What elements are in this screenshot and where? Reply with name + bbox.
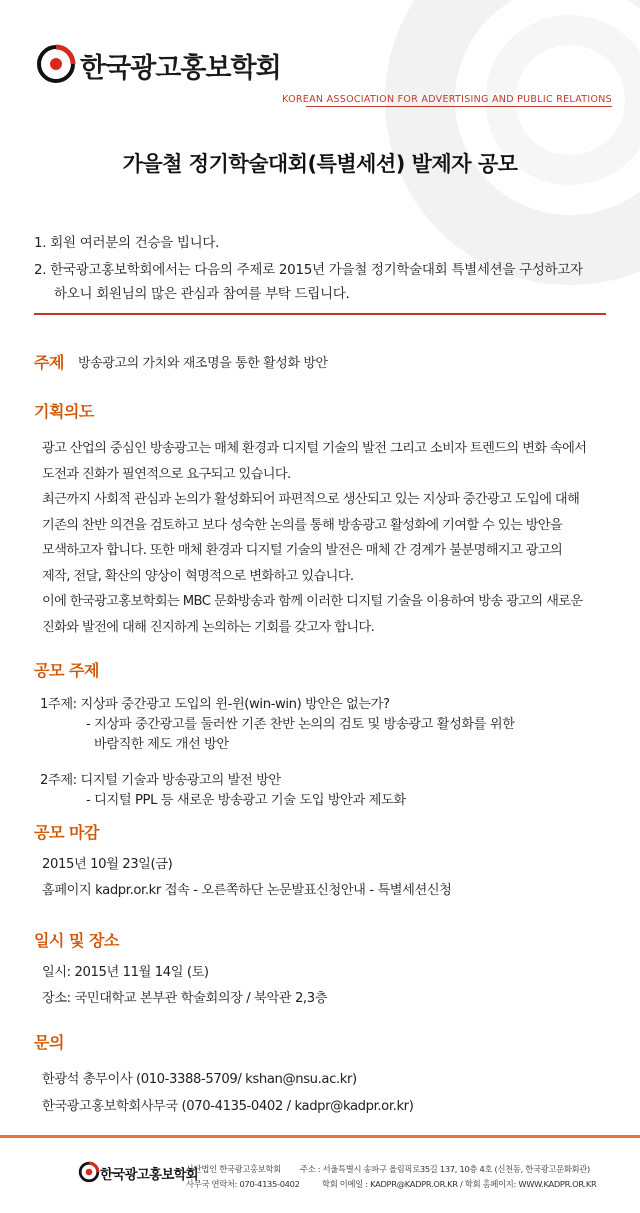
subject-2-detail: - 디지털 PPL 등 새로운 방송광고 기술 도입 방안과 제도화 [86, 793, 406, 808]
footer-association-name: 한국광고홍보학회 [100, 1167, 198, 1183]
contact-line-2: 한국광고홍보학회사무국 (070-4135-0402 / kadpr@kadpr.or.kr) [42, 1099, 414, 1114]
purpose-line: 기존의 찬반 의견을 검토하고 보다 성숙한 논의를 통해 방송광고 활성화에 기여할 수 있는 방안을 [42, 517, 563, 533]
purpose-line: 제작, 전달, 확산의 양상이 혁명적으로 변화하고 있습니다. [42, 568, 354, 584]
greeting-line-2: 2. 한국광고홍보학회에서는 다음의 주제로 2015년 가을철 정기학술대회 특별세션을 구성하고자 [34, 262, 583, 278]
contact-label: 문의 [34, 1033, 64, 1052]
header-rule [306, 106, 612, 107]
purpose-line: 모색하고자 합니다. 또한 매체 환경과 디지털 기술의 발전은 매체 간 경계가 불분명해지고 광고의 [42, 543, 563, 558]
subjects-label: 공모 주제 [34, 661, 99, 680]
footer-corp-name: 사단법인 한국광고홍보학회 [186, 1164, 281, 1174]
subject-1-detail-cont: 바람직한 제도 개선 방안 [94, 737, 229, 752]
schedule-label: 일시 및 장소 [34, 931, 119, 950]
purpose-line: 이에 한국광고홍보학회는 MBC 문화방송과 함께 이러한 디지털 기술을 이용하여 방송 광고의 새로운 [42, 594, 583, 609]
footer-logo-icon [78, 1161, 100, 1183]
association-logo-icon [36, 44, 76, 84]
section-divider [34, 313, 606, 315]
subject-1-detail: - 지상파 중간광고를 둘러싼 기존 찬반 논의의 검토 및 방송광고 활성화를 위한 [86, 717, 515, 732]
subject-1-title: 1주제: 지상파 중간광고 도입의 윈-윈(win-win) 방안은 없는가? [40, 697, 390, 712]
purpose-label: 기획의도 [34, 402, 94, 421]
greeting-line-3: 하오니 회원님의 많은 관심과 참여를 부탁 드립니다. [54, 286, 350, 302]
greeting-line-1: 1. 회원 여러분의 건승을 빕니다. [34, 235, 220, 251]
schedule-date: 일시: 2015년 11월 14일 (토) [42, 965, 209, 980]
footer-rule [0, 1135, 640, 1138]
purpose-line: 최근까지 사회적 관심과 논의가 활성화되어 파편적으로 생산되고 있는 지상파 중간광고 도입에 대해 [42, 492, 580, 507]
footer-email-web: 학회 이메일 : KADPR@KADPR.OR.KR / 학회 홈페이지: WWW.KADPR.OR.KR [322, 1179, 597, 1189]
topic-text: 방송광고의 가치와 재조명을 통한 활성화 방안 [78, 356, 328, 371]
purpose-paragraph [42, 436, 612, 640]
footer-address: 주소 : 서울특별시 송파구 올림픽로35길 137, 10층 4호 (신천동, 한국광고문화회관) [300, 1164, 590, 1174]
association-english-name: KOREAN ASSOCIATION FOR ADVERTISING AND PUBLIC RELATIONS [282, 94, 612, 105]
association-name: 한국광고홍보학회 [80, 53, 281, 84]
deadline-date: 2015년 10월 23일(금) [42, 857, 173, 872]
deadline-method: 홈페이지 kadpr.or.kr 접속 - 오른쪽하단 논문발표신청안내 - 특별세션신청 [42, 883, 452, 898]
topic-label: 주제 [34, 353, 64, 372]
footer-office-phone: 사무국 연락처: 070-4135-0402 [186, 1179, 300, 1189]
purpose-line: 도전과 진화가 필연적으로 요구되고 있습니다. [42, 466, 291, 482]
purpose-line: 진화와 발전에 대해 진지하게 논의하는 기회를 갖고자 합니다. [42, 619, 375, 635]
page-title: 가을철 정기학술대회(특별세션) 발제자 공모 [122, 152, 518, 176]
subject-2-title: 2주제: 디지털 기술과 방송광고의 발전 방안 [40, 773, 281, 788]
contact-line-1: 한광석 총무이사 (010-3388-5709/ kshan@nsu.ac.kr) [42, 1072, 357, 1087]
schedule-place: 장소: 국민대학교 본부관 학술회의장 / 북악관 2,3층 [42, 991, 328, 1006]
deadline-label: 공모 마감 [34, 823, 99, 842]
purpose-line: 광고 산업의 중심인 방송광고는 매체 환경과 디지털 기술의 발전 그리고 소비자 트렌드의 변화 속에서 [42, 441, 587, 456]
